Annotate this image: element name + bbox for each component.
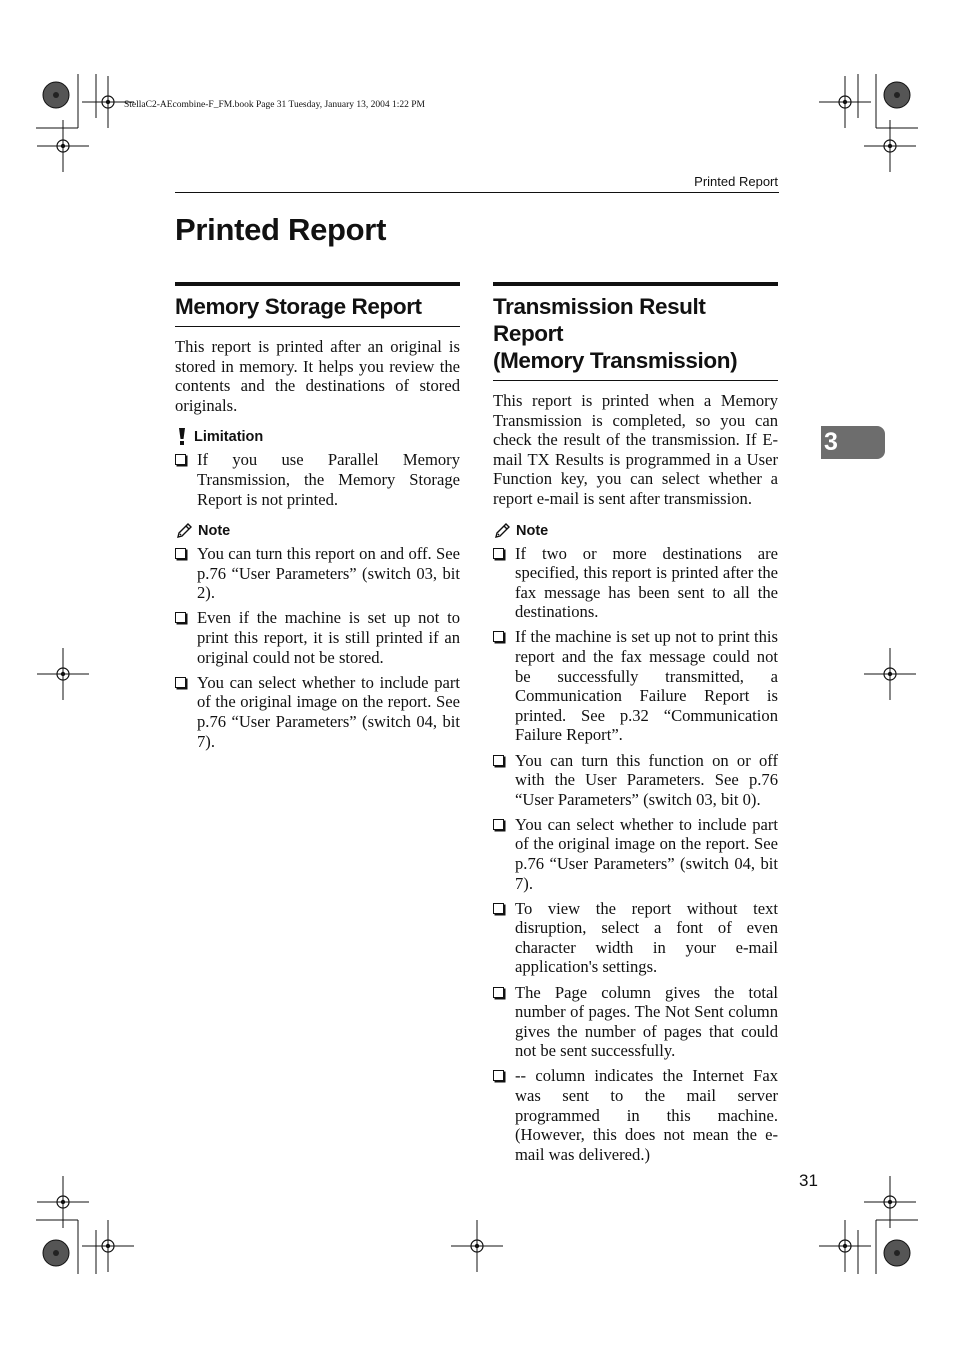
checkbox-bullet-icon <box>175 454 186 465</box>
list-item: You can select whether to include part of the original image on the report. See p.76 “User Parameters” (switch 04, bit 7). <box>175 673 460 751</box>
limitation-list <box>175 450 460 509</box>
checkbox-bullet-icon <box>493 631 504 642</box>
checkbox-bullet-icon <box>175 548 186 559</box>
note-list <box>175 544 460 751</box>
list-item: If the machine is set up not to print this report and the fax message could not be successfully transmitted, a Communication Failure Report is printed. See p.32 “Communication Failure Report”. <box>493 627 778 745</box>
list-item: -- column indicates the Internet Fax was sent to the mail server programmed in this machine. (However, this does not mean the e-mail was delivered.) <box>493 1066 778 1164</box>
note-heading <box>493 521 778 541</box>
checkbox-bullet-icon <box>175 677 186 688</box>
memory-storage-report-section <box>175 282 460 757</box>
intro-paragraph: This report is printed after an original is stored in memory. It helps you review the contents and the destinations of stored originals. <box>175 337 460 415</box>
checkbox-bullet-icon <box>493 755 504 766</box>
page-number: 31 <box>799 1171 818 1190</box>
checkbox-bullet-icon <box>175 612 186 623</box>
note-heading <box>175 521 460 541</box>
pencil-icon <box>493 522 511 540</box>
header-rule <box>175 192 779 193</box>
section-heading: Memory Storage Report <box>175 282 460 327</box>
list-item: If you use Parallel Memory Transmission, the Memory Storage Report is not printed. <box>175 450 460 509</box>
list-item: To view the report without text disruption, select a font of even character width in your e-mail application's settings. <box>493 899 778 977</box>
list-item: Even if the machine is set up not to print this report, it is still printed if an original could not be stored. <box>175 608 460 667</box>
note-list <box>493 544 778 1165</box>
checkbox-bullet-icon <box>493 548 504 559</box>
page-title: Printed Report <box>175 212 387 247</box>
file-header: StellaC2-AEcombine-F_FM.book Page 31 Tuesday, January 13, 2004 1:22 PM <box>124 100 426 110</box>
transmission-result-report-section <box>493 282 778 1170</box>
limitation-label: Limitation <box>194 429 264 446</box>
list-item: The Page column gives the total number of pages. The Not Sent column gives the number of pages that could not be sent successfully. <box>493 983 778 1061</box>
intro-paragraph: This report is printed when a Memory Transmission is completed, so you can check the result of the transmission. If E-mail TX Results is programmed in a User Function key, you can select whether a report e-mail is sent after transmission. <box>493 391 778 508</box>
section-heading-line2: (Memory Transmission) <box>493 348 738 373</box>
list-item: You can turn this report on and off. See p.76 “User Parameters” (switch 03, bit 2). <box>175 544 460 603</box>
list-item: You can turn this function on or off with the User Parameters. See p.76 “User Parameters” (switch 03, bit 0). <box>493 751 778 810</box>
chapter-tab <box>821 426 885 459</box>
checkbox-bullet-icon <box>493 819 504 830</box>
section-heading-line1: Transmission Result Report <box>493 294 706 346</box>
limitation-heading <box>175 427 460 447</box>
section-heading <box>493 282 778 381</box>
note-label: Note <box>516 522 549 539</box>
checkbox-bullet-icon <box>493 987 504 998</box>
checkbox-bullet-icon <box>493 1070 504 1081</box>
note-label: Note <box>198 523 231 540</box>
checkbox-bullet-icon <box>493 903 504 914</box>
limitation-icon <box>175 427 189 447</box>
list-item: You can select whether to include part of the original image on the report. See p.76 “User Parameters” (switch 04, bit 7). <box>493 815 778 893</box>
pencil-icon <box>175 522 193 540</box>
list-item: If two or more destinations are specified, this report is printed after the fax message has been sent to all the destinations. <box>493 544 778 622</box>
chapter-number: 3 <box>824 428 838 456</box>
running-head: Printed Report <box>694 174 778 189</box>
